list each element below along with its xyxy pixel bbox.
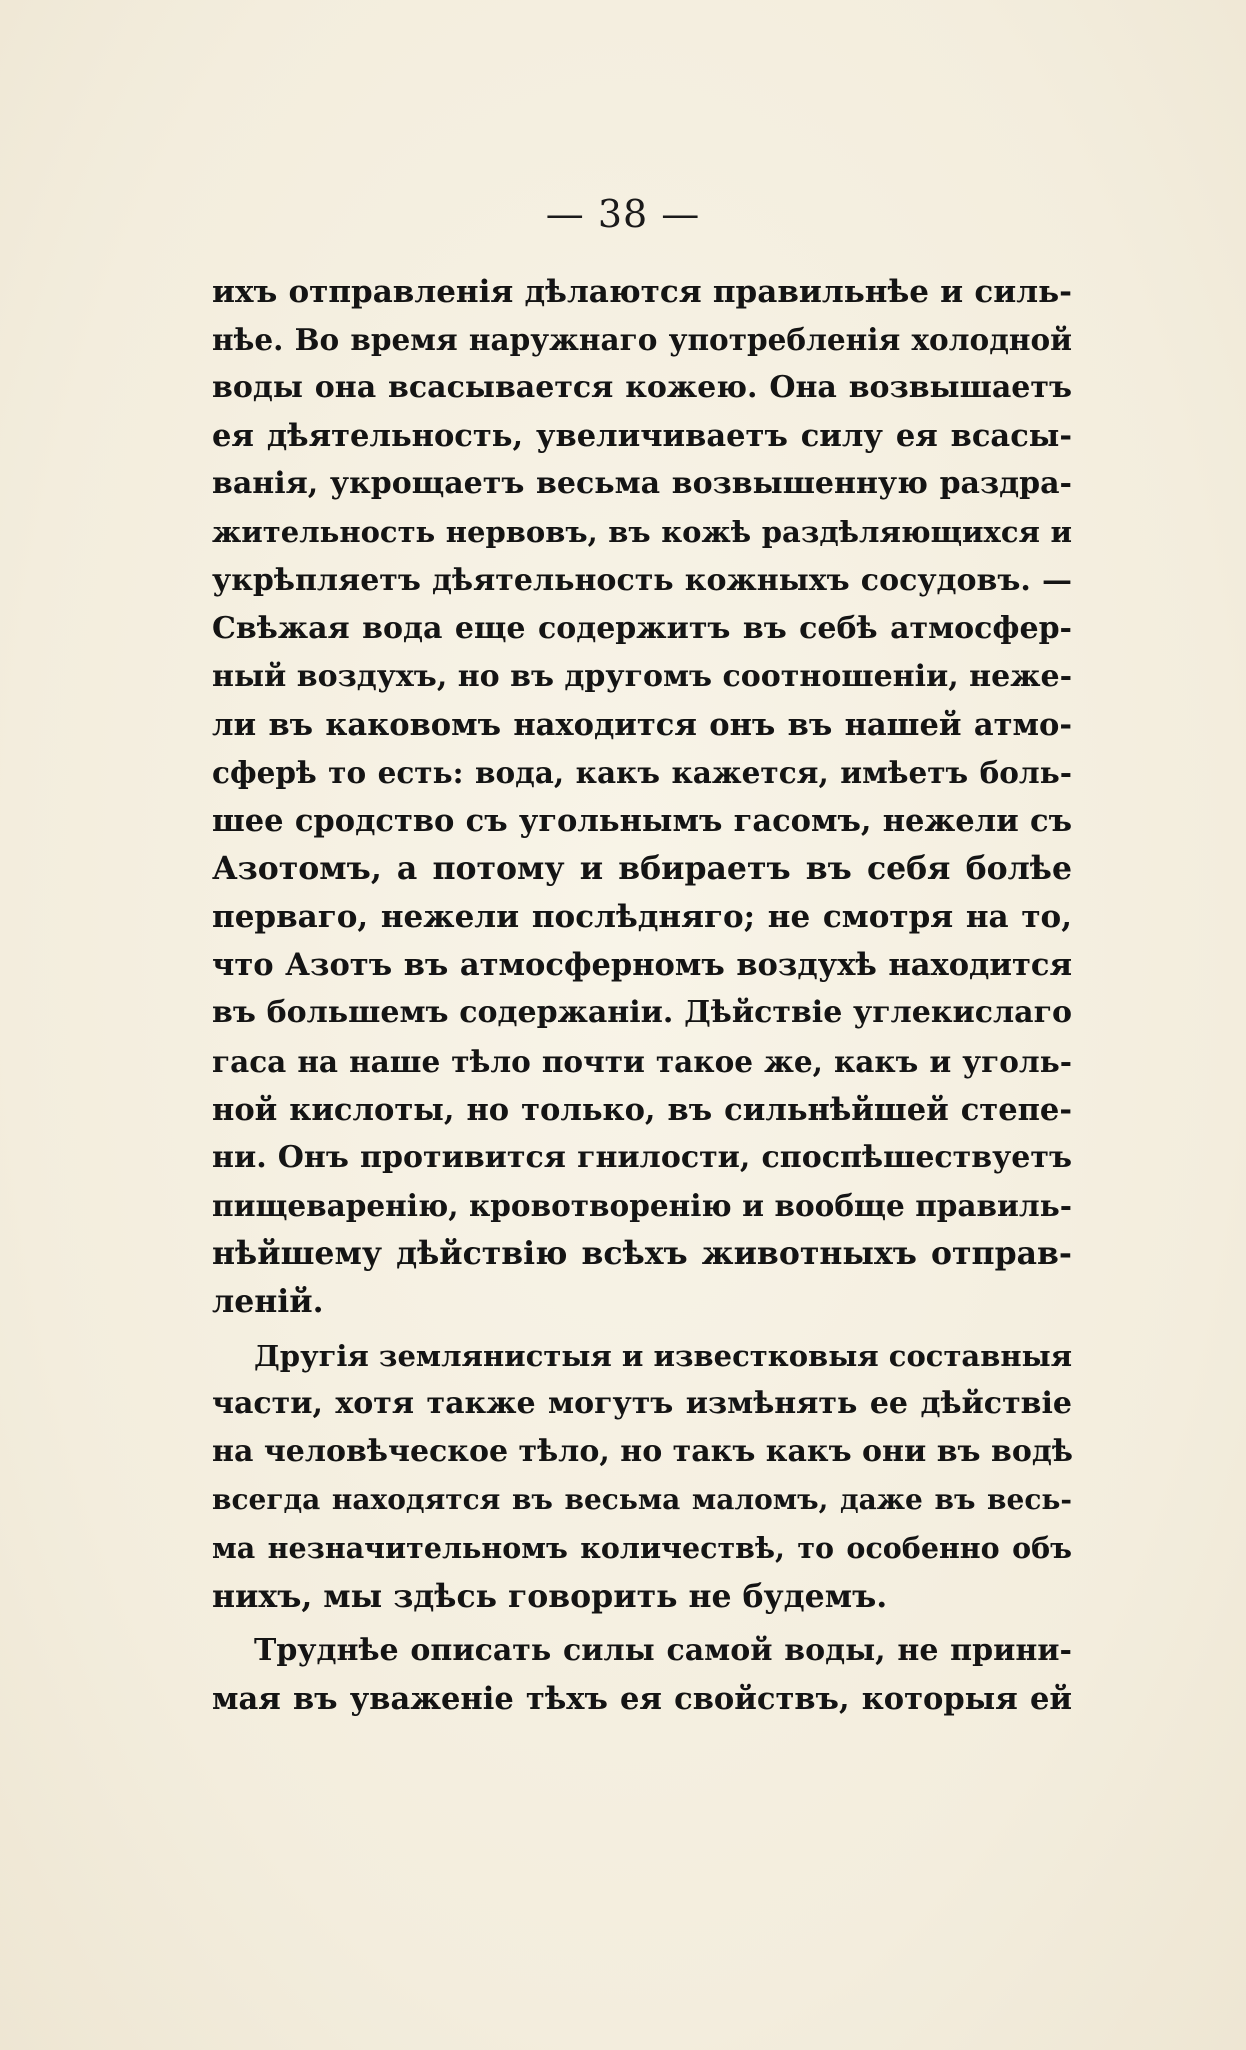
text-line: нѣйшему дѣйствію всѣхъ животныхъ отправ-: [212, 1234, 1072, 1272]
text-line: ной кислоты, но только, въ сильнѣйшей степе-: [212, 1091, 1072, 1128]
paragraph-3: [212, 1627, 1072, 1723]
text-line: ма незначительномъ количествѣ, то особенно объ: [212, 1531, 1072, 1566]
text-line: на человѣческое тѣло, но такъ какъ они въ водѣ: [212, 1434, 1073, 1470]
text-line: части, хотя также могутъ измѣнять ее дѣйствіе: [212, 1386, 1072, 1422]
text-line: нѣе. Во время наружнаго употребленія холодной: [212, 322, 1072, 358]
text-line: воды она всасывается кожею. Она возвышаетъ: [212, 370, 1072, 406]
text-line: ея дѣятельность, увеличиваетъ силу ея всасы-: [212, 418, 1072, 455]
text-line: что Азотъ въ атмосферномъ воздухѣ находится: [212, 947, 1072, 984]
text-line: Труднѣе описать силы самой воды, не прини-: [254, 1632, 1072, 1668]
paragraph-1: [212, 268, 1072, 1326]
text-line: перваго, нежели послѣдняго; не смотря на то,: [212, 899, 1072, 936]
text-line: всегда находятся въ весьма маломъ, даже въ весь-: [212, 1483, 1072, 1517]
text-line: сферѣ то есть: вода, какъ кажется, имѣетъ боль-: [212, 754, 1072, 790]
page-number: — 38 —: [545, 192, 701, 236]
text-line: шее сродство съ угольнымъ гасомъ, нежели съ: [212, 803, 1072, 840]
text-line: ли въ каковомъ находится онъ въ нашей атмо-: [212, 706, 1072, 743]
text-line: укрѣпляетъ дѣятельность кожныхъ сосудовъ. —: [212, 562, 1072, 598]
text-line: Азотомъ, а потому и вбираетъ въ себя болѣе: [212, 850, 1072, 888]
paragraph-2: [212, 1332, 1072, 1621]
text-line: Свѣжая вода еще содержитъ въ себѣ атмосфер-: [212, 610, 1072, 646]
text-line: леній.: [212, 1282, 324, 1320]
text-line: нихъ, мы здѣсь говорить не будемъ.: [212, 1577, 888, 1615]
text-line: ванія, укрощаетъ весьма возвышенную раздра-: [212, 466, 1072, 502]
text-line: жительность нервовъ, въ кожѣ раздѣляющихся и: [212, 515, 1072, 550]
text-line: пищеваренію, кровотворенію и вообще правиль-: [212, 1187, 1072, 1223]
text-line: мая въ уваженіе тѣхъ ея свойствъ, которыя ей: [212, 1680, 1072, 1717]
text-line: ный воздухъ, но въ другомъ соотношеніи, неже-: [212, 658, 1073, 694]
text-line: гаса на наше тѣло почти такое же, какъ и уголь-: [212, 1043, 1072, 1079]
text-line: въ большемъ содержаніи. Дѣйствіе углекислаго: [212, 995, 1072, 1031]
text-line: ни. Онъ противится гнилости, споспѣшествуетъ: [212, 1139, 1072, 1175]
body-text: [212, 268, 1072, 1723]
text-line: Другія землянистыя и известковыя составныя: [254, 1339, 1073, 1374]
text-line: ихъ отправленія дѣлаются правильнѣе и силь-: [212, 274, 1072, 310]
